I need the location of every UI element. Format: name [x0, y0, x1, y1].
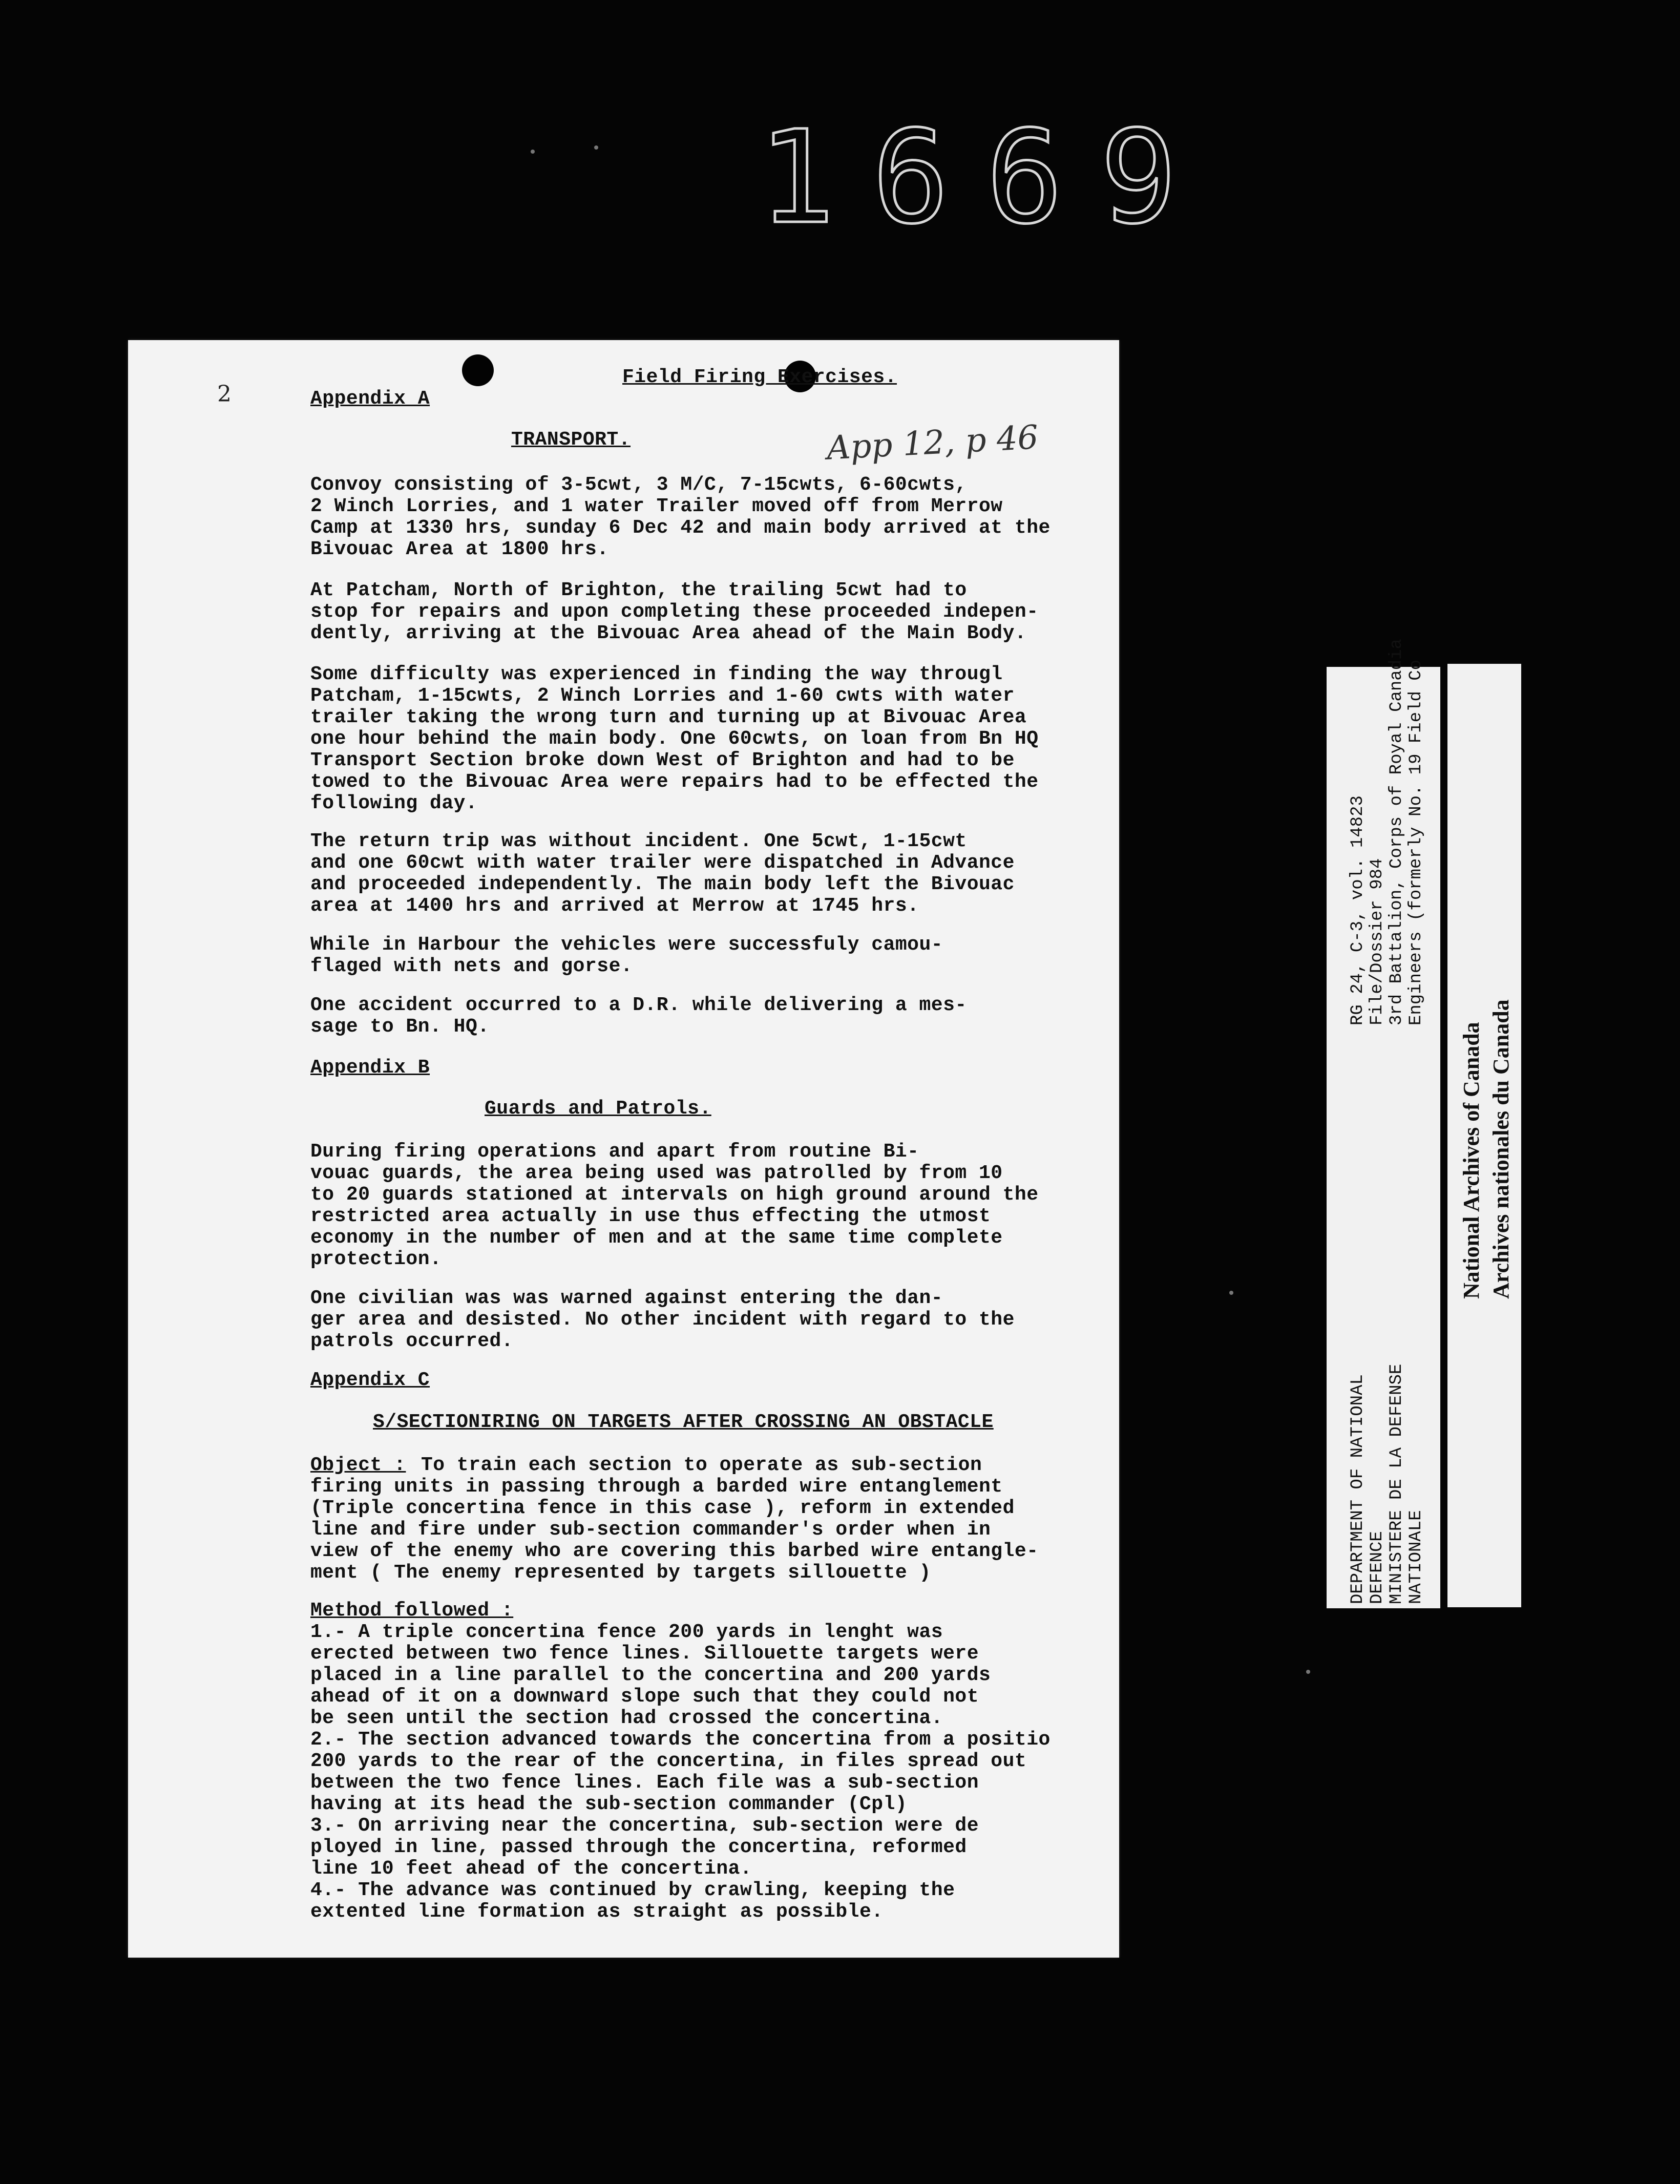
appendix-b-label: Appendix B: [310, 1057, 430, 1079]
archive-name-en: National Archives of Canada: [1459, 1022, 1484, 1299]
appendix-c-heading: S/SECTIONIRING ON TARGETS AFTER CROSSING AN OBSTACLE: [373, 1411, 994, 1433]
method-label: Method followed :: [310, 1600, 514, 1622]
reference-line: RG 24, C-3, vol. 14823: [1348, 795, 1368, 1025]
appendix-a-label: Appendix A: [310, 388, 430, 410]
frame-number: 1669: [758, 103, 1214, 252]
reference-line: 3rd Battalion, Corps of Royal Canadia: [1387, 639, 1406, 1025]
department-line: MINISTERE DE LA DEFENSE: [1387, 1363, 1406, 1604]
transport-paragraph: The return trip was without incident. One 5cwt, 1-15cwt and one 60cwt with water trailer were dispatched in Advance and proceeded independently. The main body left the Bivouac area at 1400 hrs and arrived at Merrow at 1745 hrs.: [310, 830, 1015, 917]
film-speck: [531, 150, 535, 154]
reference-block: [1348, 639, 1426, 1025]
document-page: [128, 340, 1119, 1958]
transport-paragraph: Convoy consisting of 3-5cwt, 3 M/C, 7-15cwts, 6-60cwts, 2 Winch Lorries, and 1 water Trailer moved off from Merrow Camp at 1330 hrs, sunday 6 Dec 42 and main body arrived at the Bivouac Area at 1800 hrs.: [310, 474, 1051, 560]
handwritten-reference: App 12, p 46: [826, 418, 1040, 468]
object-text: To train each section to operate as sub-section firing units in passing through a barded wire entanglement (Triple concertina fence in this case ), reform in extended line and fire under sub-section commander's order when in view of the enemy who are covering this barbed wire entangle- ment ( The enemy represented by targets sillouette ): [310, 1454, 1039, 1584]
archive-name-fr: Archives nationales du Canada: [1488, 999, 1514, 1299]
document-title: Field Firing Exercises.: [622, 366, 897, 388]
appendix-c-label: Appendix C: [310, 1369, 430, 1391]
archive-name-block: [1457, 999, 1516, 1299]
department-block: [1348, 1364, 1426, 1604]
department-line: DEFENCE: [1368, 1531, 1387, 1604]
film-speck: [1306, 1670, 1310, 1674]
film-speck: [594, 145, 598, 150]
transport-paragraph: At Patcham, North of Brighton, the trailing 5cwt had to stop for repairs and upon completing these proceeded indepen- dently, arriving at the Bivouac Area ahead of the Main Body.: [310, 579, 1039, 644]
reference-line: Engineers (formerly No. 19 Field Co: [1406, 659, 1426, 1025]
punch-hole: [462, 354, 494, 386]
archive-name-card: [1447, 664, 1521, 1607]
film-speck: [1229, 1291, 1233, 1295]
transport-heading: TRANSPORT.: [511, 429, 631, 451]
corner-mark: 2: [217, 381, 232, 407]
department-line: DEPARTMENT OF NATIONAL: [1348, 1374, 1368, 1604]
department-line: NATIONALE: [1406, 1510, 1426, 1604]
transport-paragraph: Some difficulty was experienced in finding the way througl Patcham, 1-15cwts, 2 Winch Lorries and 1-60 cwts with water trailer taking the wrong turn and turning up at Bivouac Area one hour behind the main body. One 60cwts, on loan from Bn HQ Transport Section broke down West of Brighton and had to be towed to the Bivouac Area were repairs had to be effected the following day.: [310, 663, 1039, 814]
transport-paragraph: One accident occurred to a D.R. while delivering a mes- sage to Bn. HQ.: [310, 994, 967, 1038]
transport-paragraph: While in Harbour the vehicles were successfuly camou- flaged with nets and gorse.: [310, 934, 943, 977]
reference-line: File/Dossier 984: [1368, 858, 1387, 1025]
archive-label-card: [1327, 639, 1440, 1608]
guards-paragraph: During firing operations and apart from routine Bi- vouac guards, the area being used was patrolled by from 10 to 20 guards stationed at intervals on high ground around the restricted area actually in use thus effecting the utmost economy in the number of men and at the same time complete protection.: [310, 1141, 1039, 1270]
guards-patrols-heading: Guards and Patrols.: [485, 1098, 711, 1120]
object-label: Object :: [310, 1454, 406, 1476]
guards-paragraph: One civilian was was warned against entering the dan- ger area and desisted. No other incident with regard to the patrols occurred.: [310, 1287, 1015, 1352]
method-text: 1.- A triple concertina fence 200 yards in lenght was erected between two fence lines. Sillouette targets were placed in a line parallel to the concertina and 200 yards ahead of it on a downward slope such that they could not be seen until the section had crossed the concertina. 2.- The section advanced towards the concertina from a positio 200 yards to the rear of the concertina, in files spread out between the two fence lines. Each file was a sub-section having at its head the sub-section commander (Cpl) 3.- On arriving near the concertina, sub-section were de ployed in line, passed through the concertina, reformed line 10 feet ahead of the concertina. 4.- The advance was continued by crawling, keeping the extented line formation as straight as possible.: [310, 1621, 1051, 1923]
